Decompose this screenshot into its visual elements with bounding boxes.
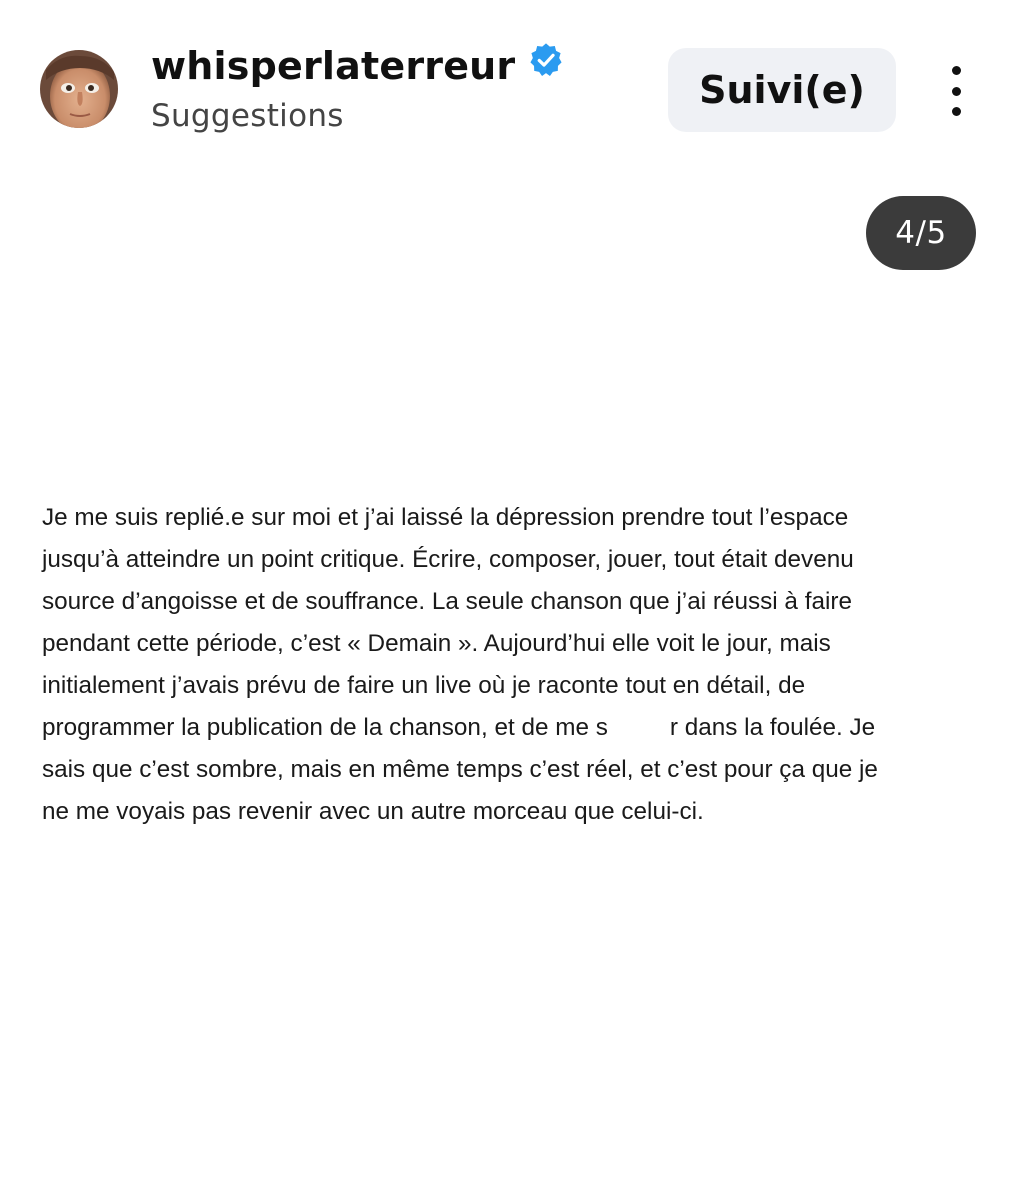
verified-badge-icon [528, 42, 564, 78]
post-line: initialement j’avais prévu de faire un live où je raconte tout en détail, de [42, 672, 806, 699]
post-line: jusqu’à atteindre un point critique. Écrire, composer, jouer, tout était devenu [42, 546, 854, 573]
username[interactable]: whisperlaterreur [151, 44, 516, 88]
post-line: ne me voyais pas revenir avec un autre morceau que celui-ci. [42, 798, 704, 825]
post-line: source d’angoisse et de souffrance. La seule chanson que j’ai réussi à faire [42, 588, 852, 615]
post-line: Je me suis replié.e sur moi et j’ai laissé la dépression prendre tout l’espace [42, 504, 849, 531]
post-line: sais que c’est sombre, mais en même temps c’est réel, et c’est pour ça que je [42, 756, 878, 783]
subtitle-suggestions: Suggestions [151, 98, 344, 134]
more-dot [952, 107, 961, 116]
avatar-image [40, 50, 118, 128]
carousel-page-counter: 4/5 [866, 196, 976, 270]
more-dot [952, 66, 961, 75]
post-text [42, 497, 982, 833]
post-line-start: programmer la publication de la chanson, et de me s [42, 714, 608, 741]
post-line-end: r dans la foulée. Je [669, 714, 876, 741]
username-row [151, 38, 564, 94]
following-button[interactable]: Suivi(e) [668, 48, 896, 132]
avatar[interactable] [40, 50, 118, 128]
post-line-redacted [42, 707, 982, 749]
more-dot [952, 87, 961, 96]
post-line: pendant cette période, c’est « Demain ». Aujourd’hui elle voit le jour, mais [42, 630, 831, 657]
more-options-icon[interactable] [936, 66, 976, 116]
